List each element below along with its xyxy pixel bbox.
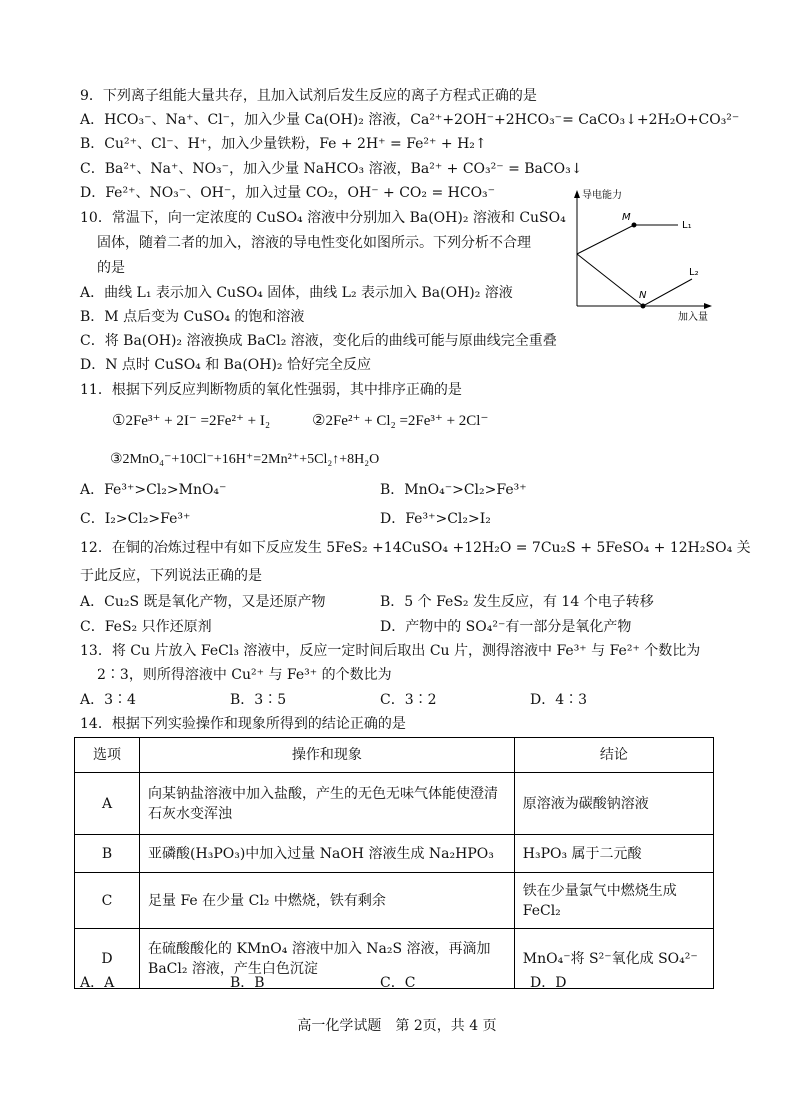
q14-option-c: C．C xyxy=(380,975,416,991)
row-operation: 足量 Fe 在少量 Cl₂ 中燃烧，铁有剩余 xyxy=(140,873,515,929)
curve-l2 xyxy=(577,254,692,306)
row-conclusion: MnO₄⁻将 S²⁻氧化成 SO₄²⁻ xyxy=(514,929,713,989)
table-header-row xyxy=(75,738,714,773)
q14-option-b: B．B xyxy=(230,975,265,991)
conductivity-graph xyxy=(570,186,720,321)
q11-equation-2: ②2Fe²⁺ + Cl₂ =2Fe³⁺ + 2Cl⁻ xyxy=(312,413,489,429)
row-option: A xyxy=(75,773,140,835)
row-operation: 亚磷酸(H₃PO₃)中加入过量 NaOH 溶液生成 Na₂HPO₃ xyxy=(140,835,515,873)
header-option: 选项 xyxy=(75,738,140,773)
q13-stem-line1: 13．将 Cu 片放入 FeCl₃ 溶液中，反应一定时间后取出 Cu 片，测得溶液中 Fe³⁺ 与 Fe²⁺ 个数比为 xyxy=(80,643,701,659)
q9-option-a: A．HCO₃⁻、Na⁺、Cl⁻，加入少量 Ca(OH)₂ 溶液，Ca²⁺+2OH⁻+2HCO₃⁻= CaCO₃↓+2H₂O+CO₃²⁻ xyxy=(80,112,740,128)
table-row xyxy=(75,773,714,835)
x-axis-label: 加入量 xyxy=(678,312,708,321)
q13-option-b: B．3∶5 xyxy=(230,692,287,708)
point-n-label: N xyxy=(639,290,647,301)
curve-l1 xyxy=(577,225,678,254)
q14-option-a: A．A xyxy=(80,975,115,991)
y-axis-label: 导电能力 xyxy=(582,190,622,201)
point-m-dot xyxy=(632,223,637,228)
row-operation: 在硫酸酸化的 KMnO₄ 溶液中加入 Na₂S 溶液，再滴加 BaCl₂ 溶液，产生白色沉淀 xyxy=(140,929,515,989)
row-option: D xyxy=(75,929,140,989)
q10-option-d: D．N 点时 CuSO₄ 和 Ba(OH)₂ 恰好完全反应 xyxy=(80,357,371,373)
q13-option-d: D．4∶3 xyxy=(530,692,588,708)
q12-stem-line2: 于此反应，下列说法正确的是 xyxy=(80,568,262,584)
header-operation: 操作和现象 xyxy=(140,738,515,773)
q9-stem: 9．下列离子组能大量共存，且加入试剂后发生反应的离子方程式正确的是 xyxy=(80,88,537,104)
q11-option-c: C．I₂>Cl₂>Fe³⁺ xyxy=(80,511,191,527)
q13-stem-line2: 2∶3，则所得溶液中 Cu²⁺ 与 Fe³⁺ 的个数比为 xyxy=(97,667,392,683)
q9-option-b: B．Cu²⁺、Cl⁻、H⁺，加入少量铁粉，Fe + 2H⁺ = Fe²⁺ + H₂↑ xyxy=(80,136,487,152)
row-conclusion: 原溶液为碳酸钠溶液 xyxy=(514,773,713,835)
q12-stem-line1: 12．在铜的冶炼过程中有如下反应发生 5FeS₂ +14CuSO₄ +12H₂O = 7Cu₂S + 5FeSO₄ + 12H₂SO₄ 关 xyxy=(80,540,751,556)
row-conclusion: 铁在少量氯气中燃烧生成 FeCl₂ xyxy=(514,873,713,929)
q12-option-a: A．Cu₂S 既是氧化产物，又是还原产物 xyxy=(80,594,326,610)
table-row xyxy=(75,835,714,873)
curve-l1-label: L₁ xyxy=(682,220,692,231)
y-axis-arrow xyxy=(574,190,580,198)
q11-option-a: A．Fe³⁺>Cl₂>MnO₄⁻ xyxy=(80,482,227,498)
q10-option-c: C．将 Ba(OH)₂ 溶液换成 BaCl₂ 溶液，变化后的曲线可能与原曲线完全重叠 xyxy=(80,333,557,349)
q9-option-c: C．Ba²⁺、Na⁺、NO₃⁻，加入少量 NaHCO₃ 溶液，Ba²⁺ + CO₃²⁻ = BaCO₃↓ xyxy=(80,161,583,177)
q13-option-c: C．3∶2 xyxy=(380,692,437,708)
q10-option-b: B．M 点后变为 CuSO₄ 的饱和溶液 xyxy=(80,309,305,325)
q12-option-d: D．产物中的 SO₄²⁻有一部分是氧化产物 xyxy=(380,619,632,635)
row-operation: 向某钠盐溶液中加入盐酸，产生的无色无味气体能使澄清石灰水变浑浊 xyxy=(140,773,515,835)
q10-stem-line1: 10．常温下，向一定浓度的 CuSO₄ 溶液中分别加入 Ba(OH)₂ 溶液和 CuSO₄ xyxy=(80,210,566,226)
row-conclusion: H₃PO₃ 属于二元酸 xyxy=(514,835,713,873)
q12-option-c: C．FeS₂ 只作还原剂 xyxy=(80,619,212,635)
q11-option-d: D．Fe³⁺>Cl₂>I₂ xyxy=(380,511,491,527)
q9-option-d: D．Fe²⁺、NO₃⁻、OH⁻，加入过量 CO₂，OH⁻ + CO₂ = HCO₃⁻ xyxy=(80,185,496,201)
row-option: C xyxy=(75,873,140,929)
q14-option-d: D．D xyxy=(530,975,567,991)
curve-l2-label: L₂ xyxy=(689,267,699,278)
x-axis-arrow xyxy=(704,303,712,309)
point-m-label: M xyxy=(622,212,631,223)
q11-equation-3: ③2MnO₄⁻+10Cl⁻+16H⁺=2Mn²⁺+5Cl₂↑+8H₂O xyxy=(110,452,380,467)
q10-stem-line3: 的是 xyxy=(97,260,125,276)
q11-stem: 11．根据下列反应判断物质的氧化性强弱，其中排序正确的是 xyxy=(80,382,462,398)
q10-stem-line2: 固体，随着二者的加入，溶液的导电性变化如图所示。下列分析不合理 xyxy=(97,235,531,251)
q12-option-b: B．5 个 FeS₂ 发生反应，有 14 个电子转移 xyxy=(380,594,654,610)
row-option: B xyxy=(75,835,140,873)
q13-option-a: A．3∶4 xyxy=(80,692,136,708)
page-footer: 高一化学试题 第 2页，共 4 页 xyxy=(297,1018,497,1034)
q10-option-a: A．曲线 L₁ 表示加入 CuSO₄ 固体，曲线 L₂ 表示加入 Ba(OH)₂ 溶液 xyxy=(80,285,513,301)
q14-stem: 14．根据下列实验操作和现象所得到的结论正确的是 xyxy=(80,716,406,732)
table-row xyxy=(75,873,714,929)
q11-option-b: B．MnO₄⁻>Cl₂>Fe³⁺ xyxy=(380,482,527,498)
header-conclusion: 结论 xyxy=(514,738,713,773)
point-n-dot xyxy=(641,304,646,309)
experiment-table xyxy=(74,737,714,989)
q11-equation-1: ①2Fe³⁺ + 2I⁻ =2Fe²⁺ + I₂ xyxy=(112,413,271,429)
